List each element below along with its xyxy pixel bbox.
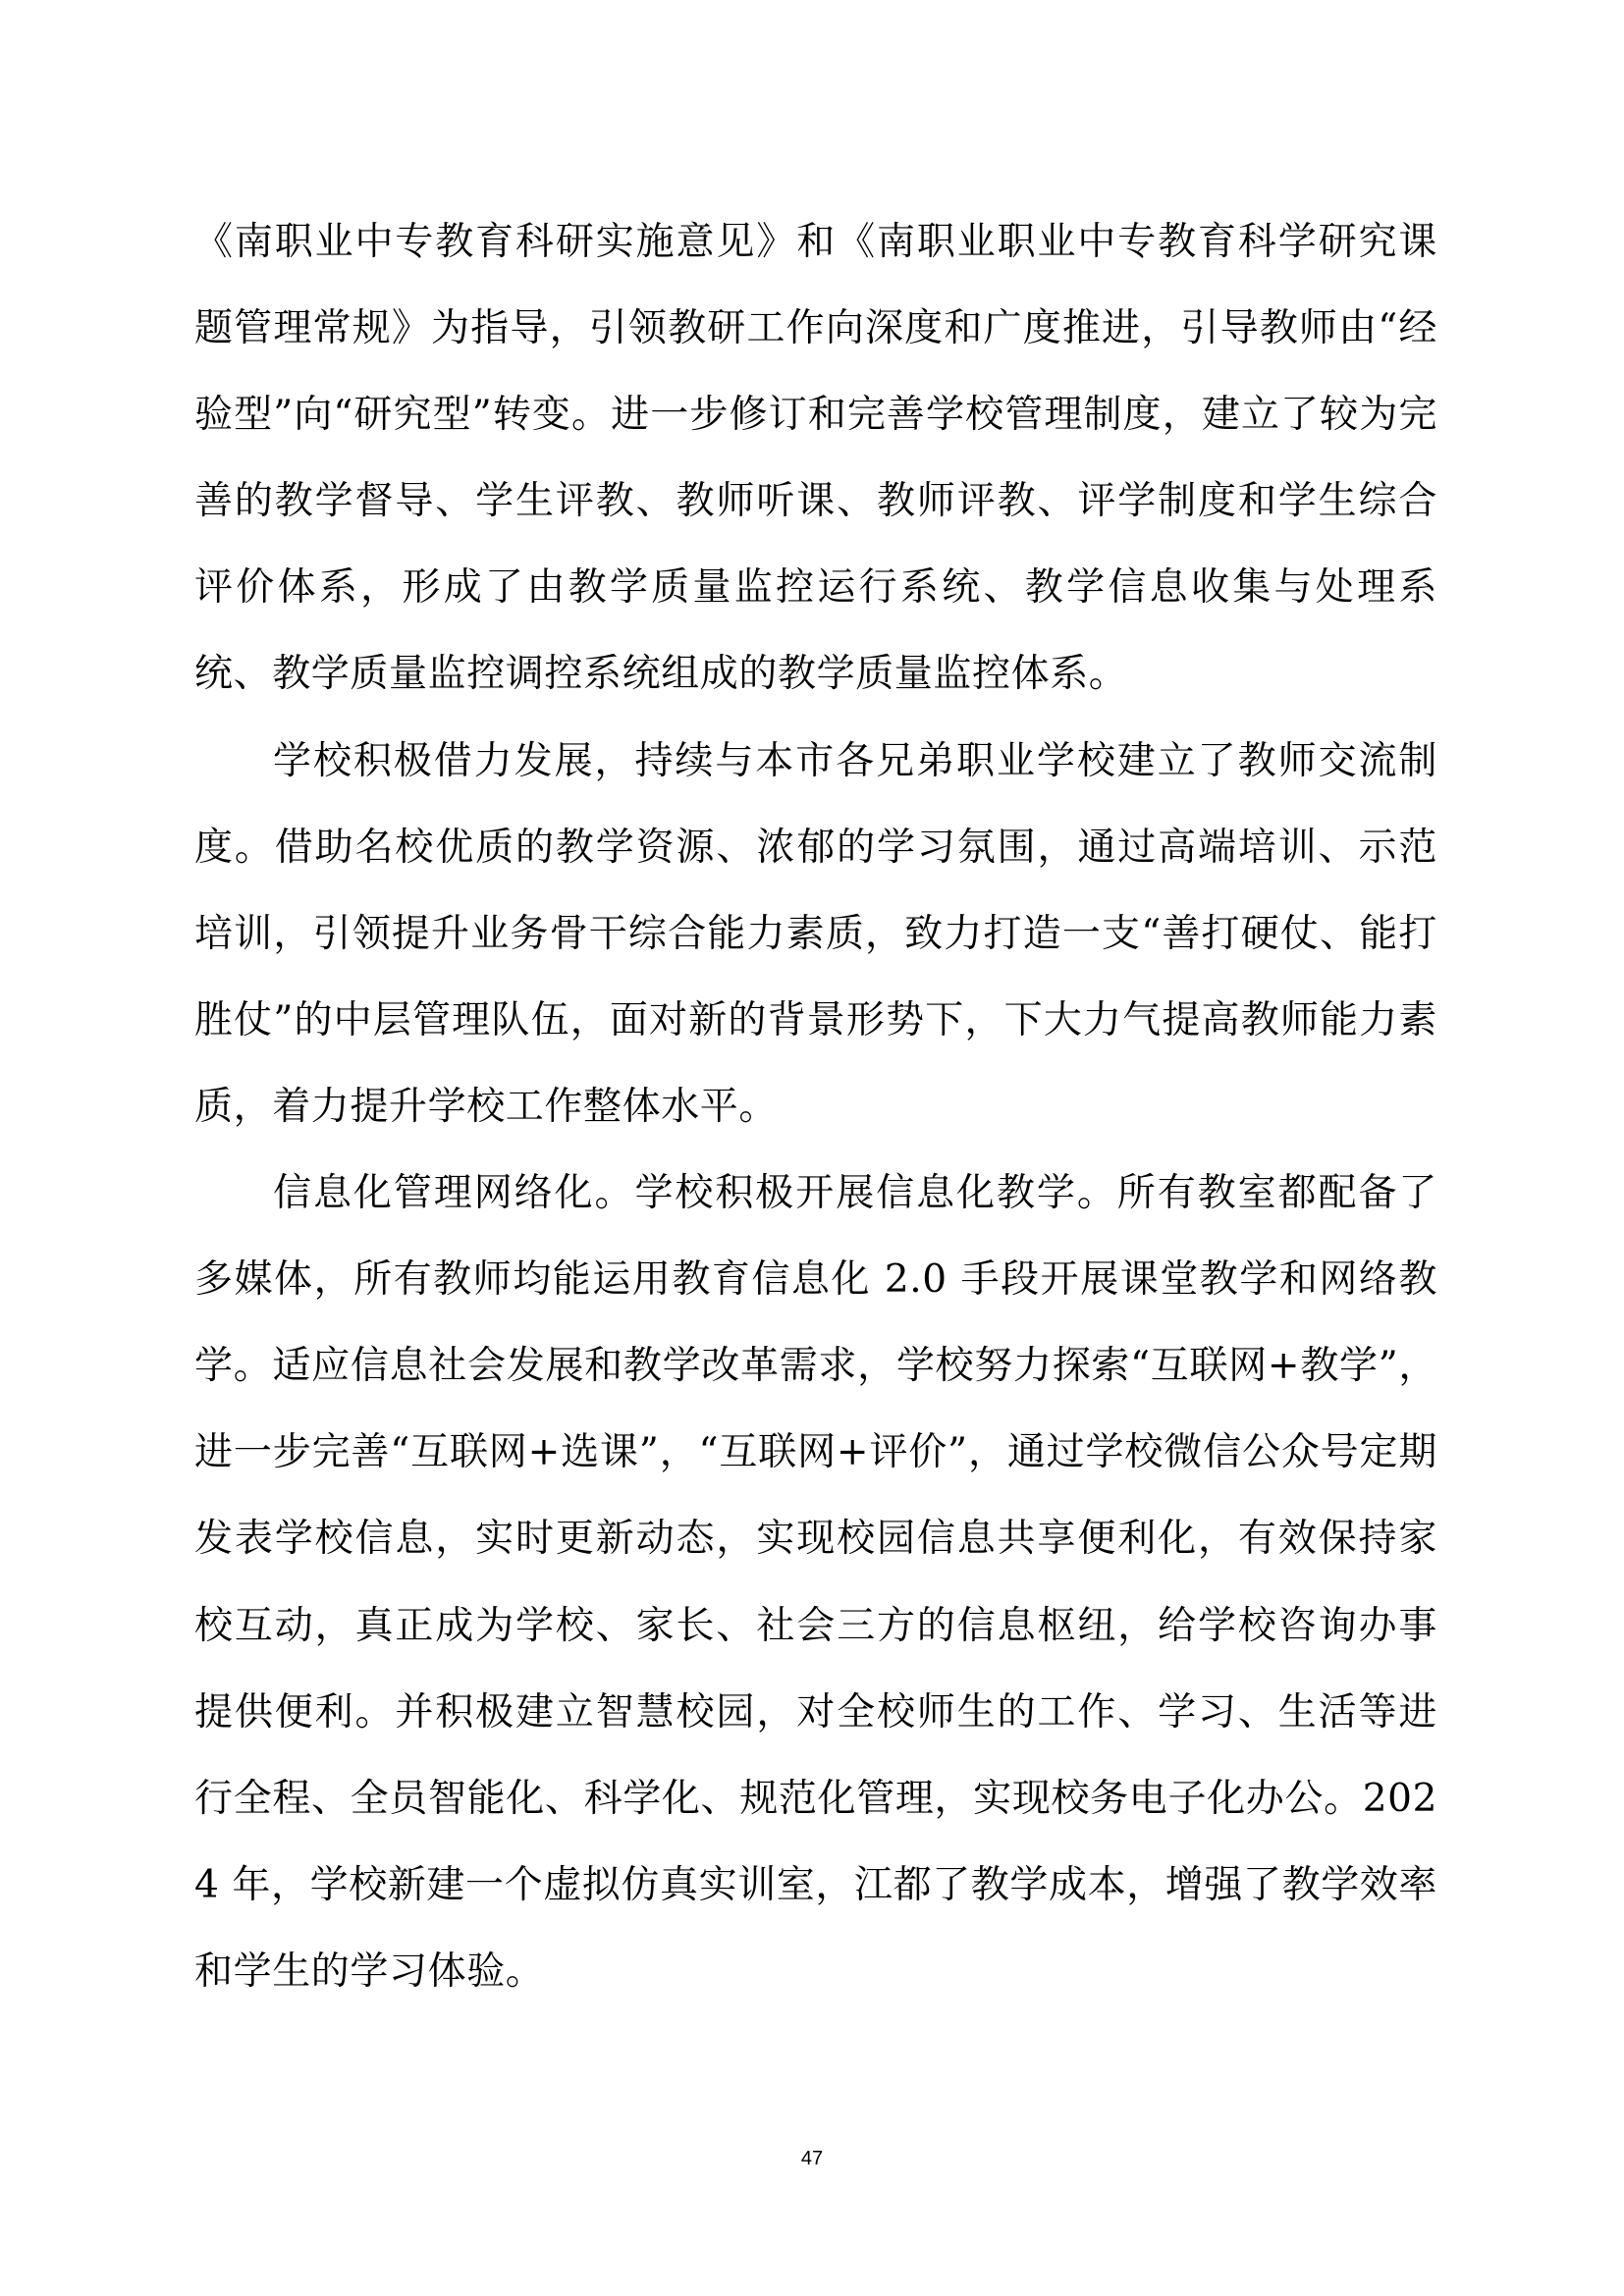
paragraph-teacher-exchange: 学校积极借力发展，持续与本市各兄弟职业学校建立了教师交流制度。借助名校优质的教学资源、浓郁的学习氛围，通过高端培训、示范培训，引领提升业务骨干综合能力素质，致力打造一支“善打硬仗、能打胜仗”的中层管理队伍，面对新的背景形势下，下大力气提高教师能力素质，着力提升学校工作整体水平。 [194,738,1437,1129]
body-text [194,199,1437,2015]
paragraph-informatization: 信息化管理网络化。学校积极开展信息化教学。所有教室都配备了多媒体，所有教师均能运用教育信息化 2.0 手段开展课堂教学和网络教学。适应信息社会发展和教学改革需求，学校努力探索“互联网+教学”，进一步完善“互联网+选课”，“互联网+评价”，通过学校微信公众号定期发表学校信息，实时更新动态，实现校园信息共享便利化，有效保持家校互动，真正成为学校、家长、社会三方的信息枢纽，给学校咨询办事提供便利。并积极建立智慧校园，对全校师生的工作、学习、生活等进行全程、全员智能化、科学化、规范化管理，实现校务电子化办公。2024 年，学校新建一个虚拟仿真实训室，江都了教学成本，增强了教学效率和学生的学习体验。 [194,1171,1438,1994]
page-number: 47 [800,2148,824,2169]
paragraph-research-guidance: 《南职业中专教育科研实施意见》和《南职业职业中专教育科学研究课题管理常规》为指导，引领教研工作向深度和广度推进，引导教师由“经验型”向“研究型”转变。进一步修订和完善学校管理制度，建立了较为完善的教学督导、学生评教、教师听课、教师评教、评学制度和学生综合评价体系，形成了由教学质量监控运行系统、教学信息收集与处理系统、教学质量监控调控系统组成的教学质量监控体系。 [194,220,1437,697]
